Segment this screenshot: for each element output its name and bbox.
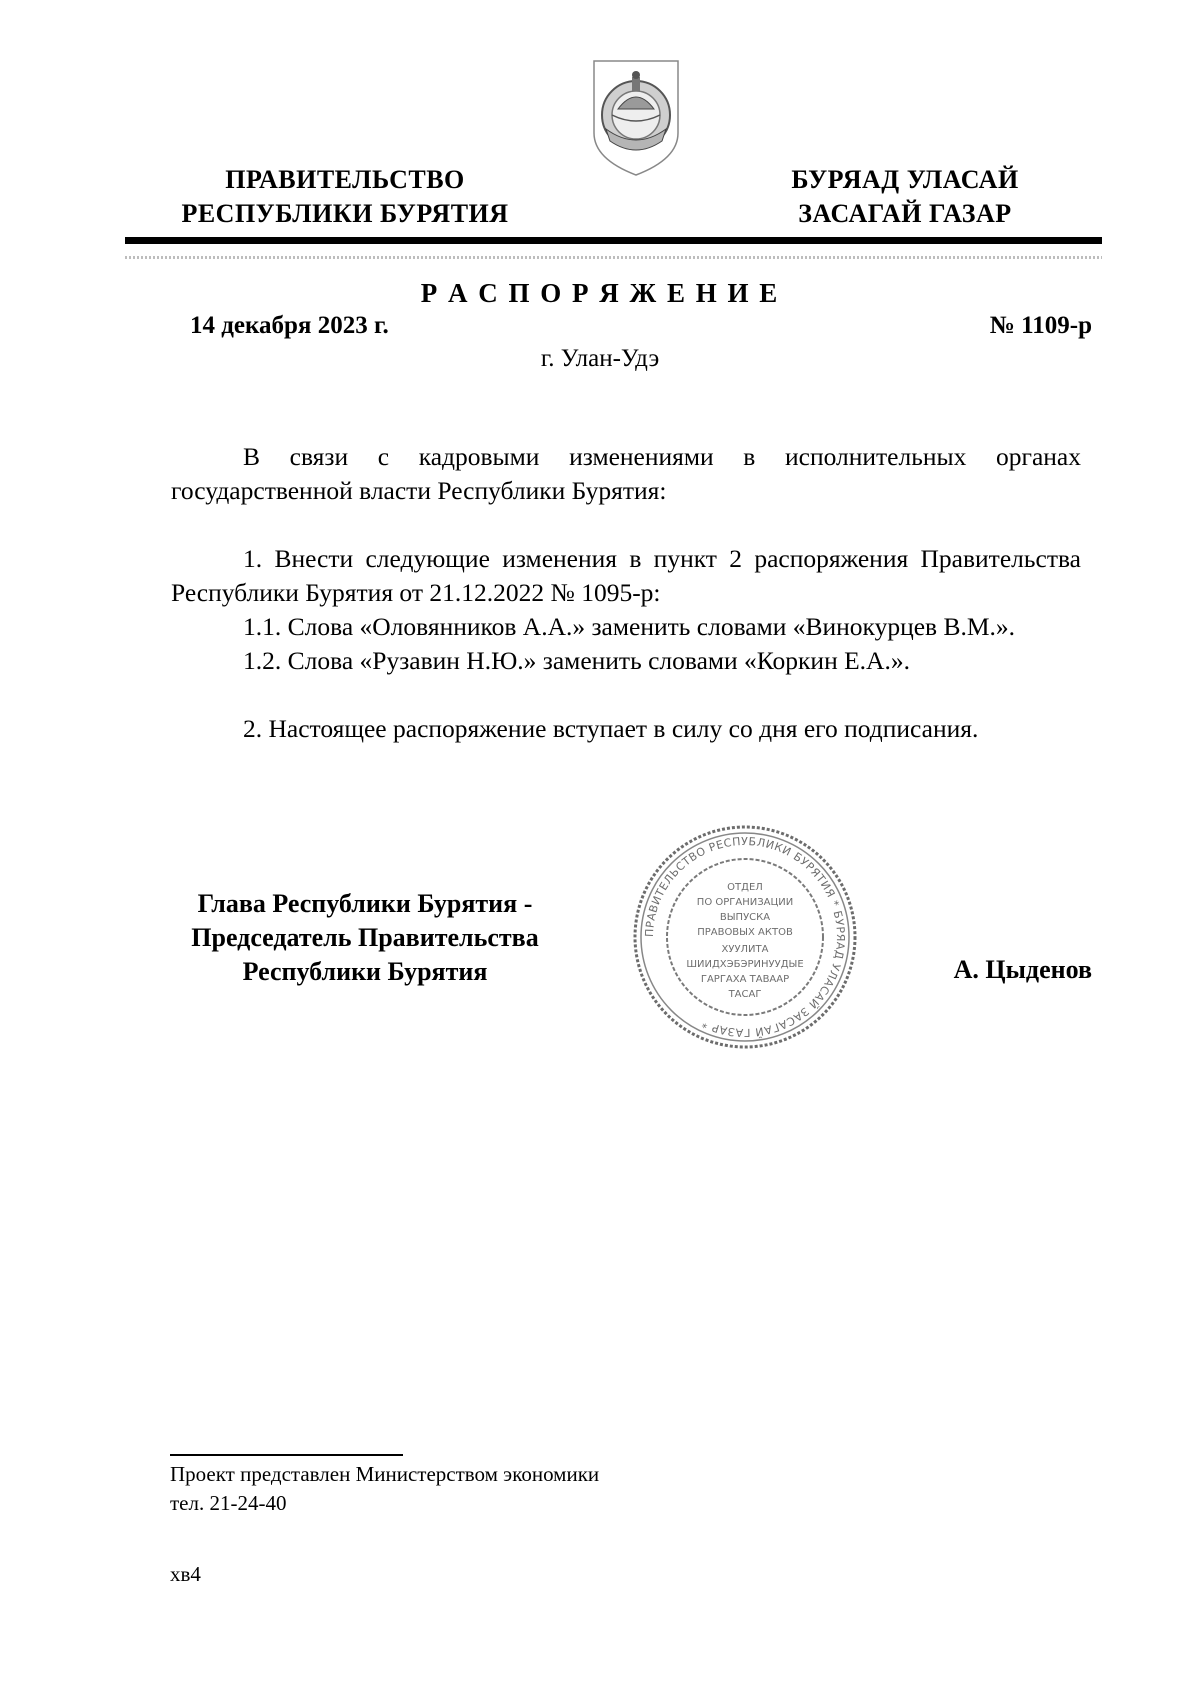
intro-paragraph: В связи с кадровыми изменениями в исполнительных органах государственной власти Республики Бурятия: (171, 442, 1081, 505)
document-city: г. Улан-Удэ (540, 345, 660, 372)
seal-line-3: ВЫПУСКА (719, 912, 771, 923)
seal-line-4: ПРАВОВЫХ АКТОВ (697, 927, 793, 938)
header-right-line2: ЗАСАГАЙ ГАЗАР (798, 199, 1012, 228)
header-left-line2: РЕСПУБЛИКИ БУРЯТИЯ (181, 199, 509, 228)
seal-line-7: ГАРГАХА ТАВААР (700, 974, 790, 985)
header-left-line1: ПРАВИТЕЛЬСТВО (225, 165, 465, 194)
footer-phone: тел. 21-24-40 (170, 1491, 287, 1515)
footer-code: хв4 (170, 1562, 201, 1586)
header-rule-thick (125, 237, 1102, 244)
footer-project-note: Проект представлен Министерством экономики (170, 1462, 600, 1486)
document-number: № 1109-р (989, 312, 1092, 339)
document-body (171, 440, 1081, 746)
position-line1: Глава Республики Бурятия - (197, 889, 533, 918)
signatory-position (165, 887, 565, 989)
document-type: Р А С П О Р Я Ж Е Н И Е (420, 278, 780, 308)
footer-rule (170, 1454, 403, 1456)
paragraph-2: 2. Настоящее распоряжение вступает в силу со дня его подписания. (243, 714, 979, 743)
header-right (750, 163, 1060, 231)
paragraph-1-1: 1.1. Слова «Оловянников А.А.» заменить словами «Винокурцев В.М.». (243, 612, 1016, 641)
position-line2: Председатель Правительства (191, 923, 539, 952)
seal-outer-text: ПРАВИТЕЛЬСТВО РЕСПУБЛИКИ БУРЯТИЯ * БУРЯАД УЛАСАЙ ЗАСАГАЙ ГАЗАР * (642, 834, 848, 1040)
header-rule-thin (125, 256, 1102, 259)
paragraph-1: 1. Внести следующие изменения в пункт 2 распоряжения Правительства Республики Бурятия от 21.12.2022 № 1095-р: (171, 544, 1081, 607)
seal-line-5: ХУУЛИТА (721, 944, 769, 955)
seal-line-8: ТАСАГ (728, 989, 762, 1000)
seal-line-2: ПО ОРГАНИЗАЦИИ (696, 897, 794, 908)
seal-line-6: ШИИДХЭБЭРИНУУДЫЕ (686, 959, 804, 970)
signatory-name: А. Цыденов (953, 955, 1092, 984)
paragraph-1-2: 1.2. Слова «Рузавин Н.Ю.» заменить словами «Коркин Е.А.». (243, 646, 910, 675)
document-date: 14 декабря 2023 г. (190, 312, 389, 339)
header-right-line1: БУРЯАД УЛАСАЙ (791, 165, 1019, 194)
official-seal-icon (630, 822, 860, 1052)
footer-block (170, 1460, 599, 1518)
header-left (150, 163, 540, 231)
seal-line-1: ОТДЕЛ (727, 882, 763, 893)
coat-of-arms-icon (588, 55, 684, 179)
position-line3: Республики Бурятия (242, 957, 488, 986)
